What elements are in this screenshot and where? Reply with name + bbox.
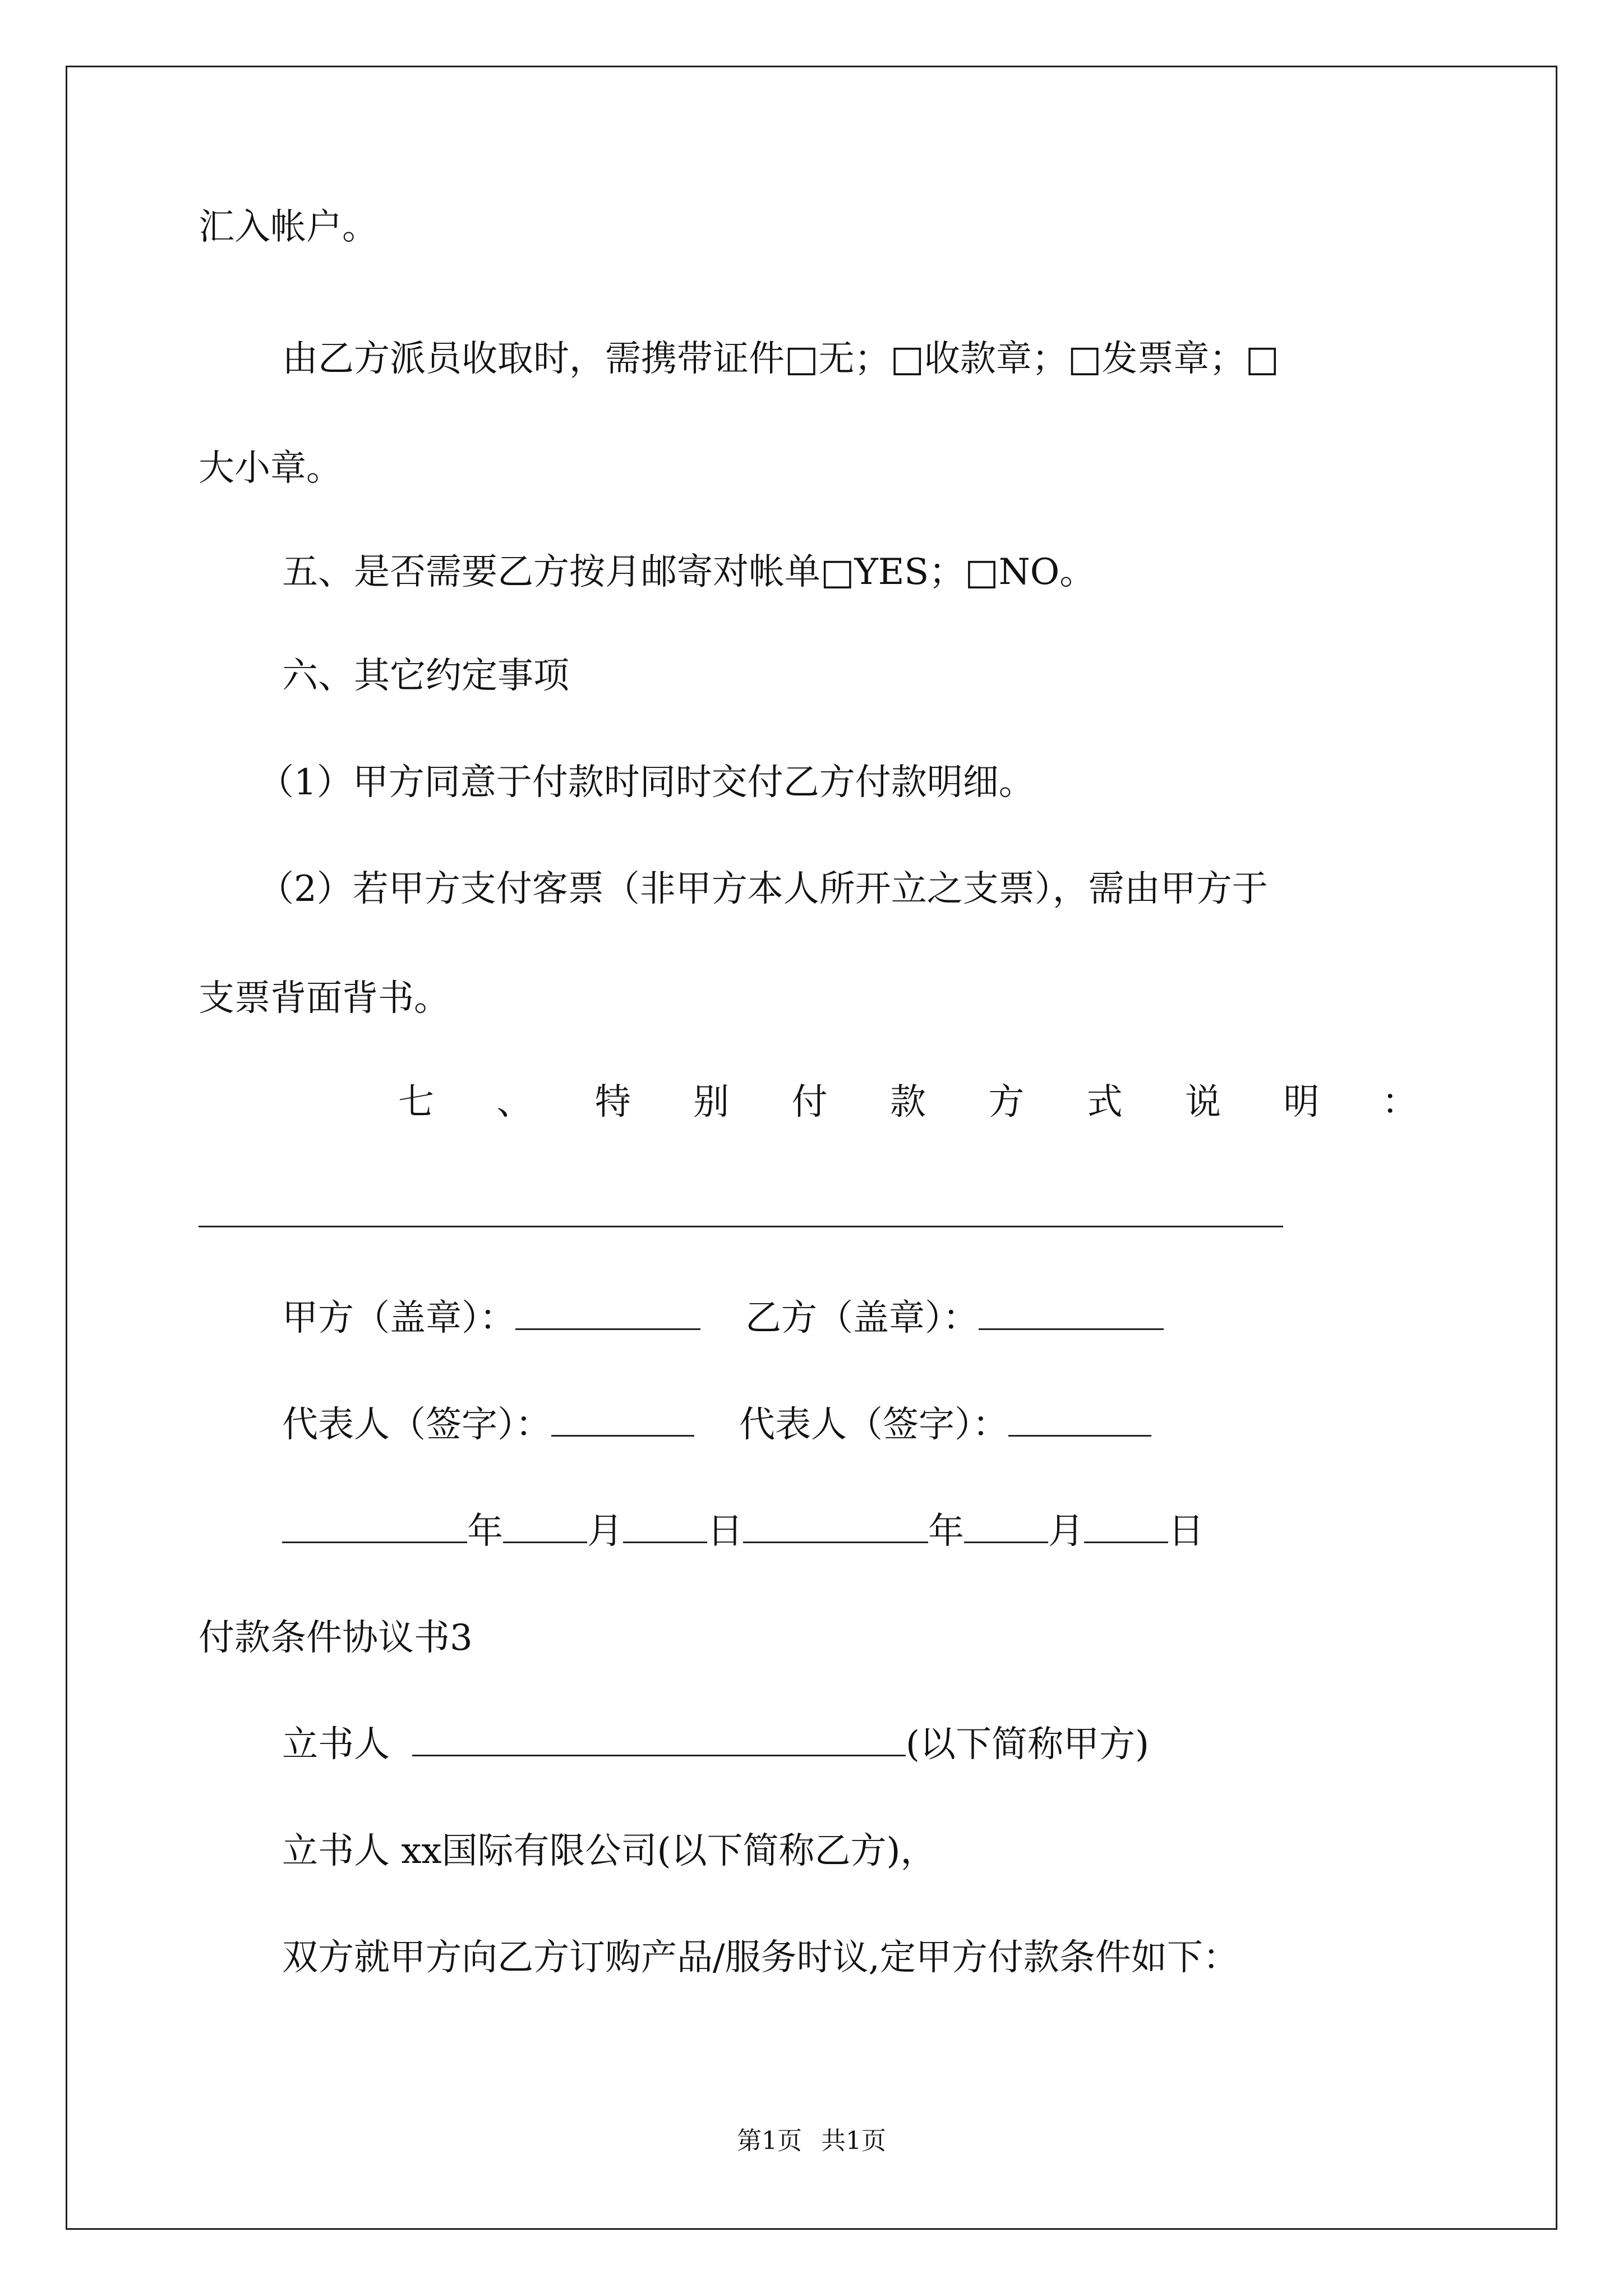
text-line-3: 大小章。 — [199, 448, 342, 489]
special-payment-heading — [398, 1080, 1418, 1125]
heading-char: 别 — [693, 1082, 730, 1123]
page-total: 共1页 — [821, 2127, 886, 2155]
date-line — [282, 1509, 1204, 1554]
year-b-blank — [743, 1509, 928, 1543]
agreement-title-3: 付款条件协议书3 — [199, 1617, 473, 1659]
party-a-name-blank — [412, 1722, 906, 1756]
day-a-label: 日 — [707, 1511, 743, 1552]
party-b-seal-blank — [979, 1296, 1164, 1330]
party-a-seal-blank — [515, 1296, 700, 1330]
month-b-blank — [964, 1509, 1048, 1543]
day-a-blank — [623, 1509, 707, 1543]
party-b-intro-line: 立书人 xx国际有限公司(以下简称乙方)， — [282, 1830, 937, 1872]
heading-char: 七 — [398, 1082, 434, 1123]
party-a-prefix: 立书人 — [282, 1724, 390, 1765]
page-footer — [0, 2124, 1623, 2158]
seal-line — [282, 1296, 1164, 1341]
year-a-label: 年 — [467, 1511, 503, 1552]
text-line-4: 五、是否需要乙方按月邮寄对帐单□YES；□NO。 — [282, 551, 1096, 593]
party-a-seal-label: 甲方（盖章）： — [282, 1297, 515, 1339]
text-line-7: （2）若甲方支付客票（非甲方本人所开立之支票），需由甲方于 — [258, 868, 1268, 910]
rep-b-blank — [1008, 1402, 1151, 1437]
rep-a-blank — [551, 1402, 694, 1437]
heading-char: 付 — [791, 1082, 828, 1123]
page-border — [66, 66, 1557, 2230]
heading-char: 式 — [1086, 1082, 1123, 1123]
special-payment-blank-line — [199, 1226, 1283, 1227]
page-number: 第1页 — [737, 2127, 802, 2155]
year-a-blank — [282, 1509, 467, 1543]
heading-char: 方 — [988, 1082, 1025, 1123]
heading-char: 说 — [1185, 1082, 1221, 1123]
party-a-intro-line — [282, 1722, 1149, 1767]
heading-char: 明 — [1283, 1082, 1320, 1123]
text-line-8: 支票背面背书。 — [199, 978, 450, 1019]
text-line-2: 由乙方派员收取时，需携带证件□无；□收款章；□发票章；□ — [282, 338, 1279, 380]
party-b-seal-label: 乙方（盖章）： — [745, 1297, 979, 1339]
text-line-6: （1）甲方同意于付款时同时交付乙方付款明细。 — [258, 762, 1035, 803]
day-b-blank — [1084, 1509, 1168, 1543]
representative-line — [282, 1402, 1151, 1447]
heading-char: 、 — [496, 1082, 533, 1123]
rep-a-label: 代表人（签字）： — [282, 1404, 551, 1446]
month-a-label: 月 — [587, 1511, 623, 1552]
month-a-blank — [503, 1509, 587, 1543]
day-b-label: 日 — [1168, 1511, 1204, 1552]
heading-char: 款 — [889, 1082, 926, 1123]
party-a-suffix: (以下简称甲方) — [906, 1724, 1149, 1765]
year-b-label: 年 — [928, 1511, 964, 1552]
text-line-1: 汇入帐户。 — [199, 206, 378, 248]
terms-intro-line: 双方就甲方向乙方订购产品/服务时议,定甲方付款条件如下： — [282, 1937, 1239, 1978]
heading-char: ： — [1381, 1082, 1418, 1123]
month-b-label: 月 — [1048, 1511, 1084, 1552]
heading-char: 特 — [594, 1082, 631, 1123]
rep-b-label: 代表人（签字）： — [739, 1404, 1008, 1446]
text-line-5: 六、其它约定事项 — [282, 655, 569, 697]
